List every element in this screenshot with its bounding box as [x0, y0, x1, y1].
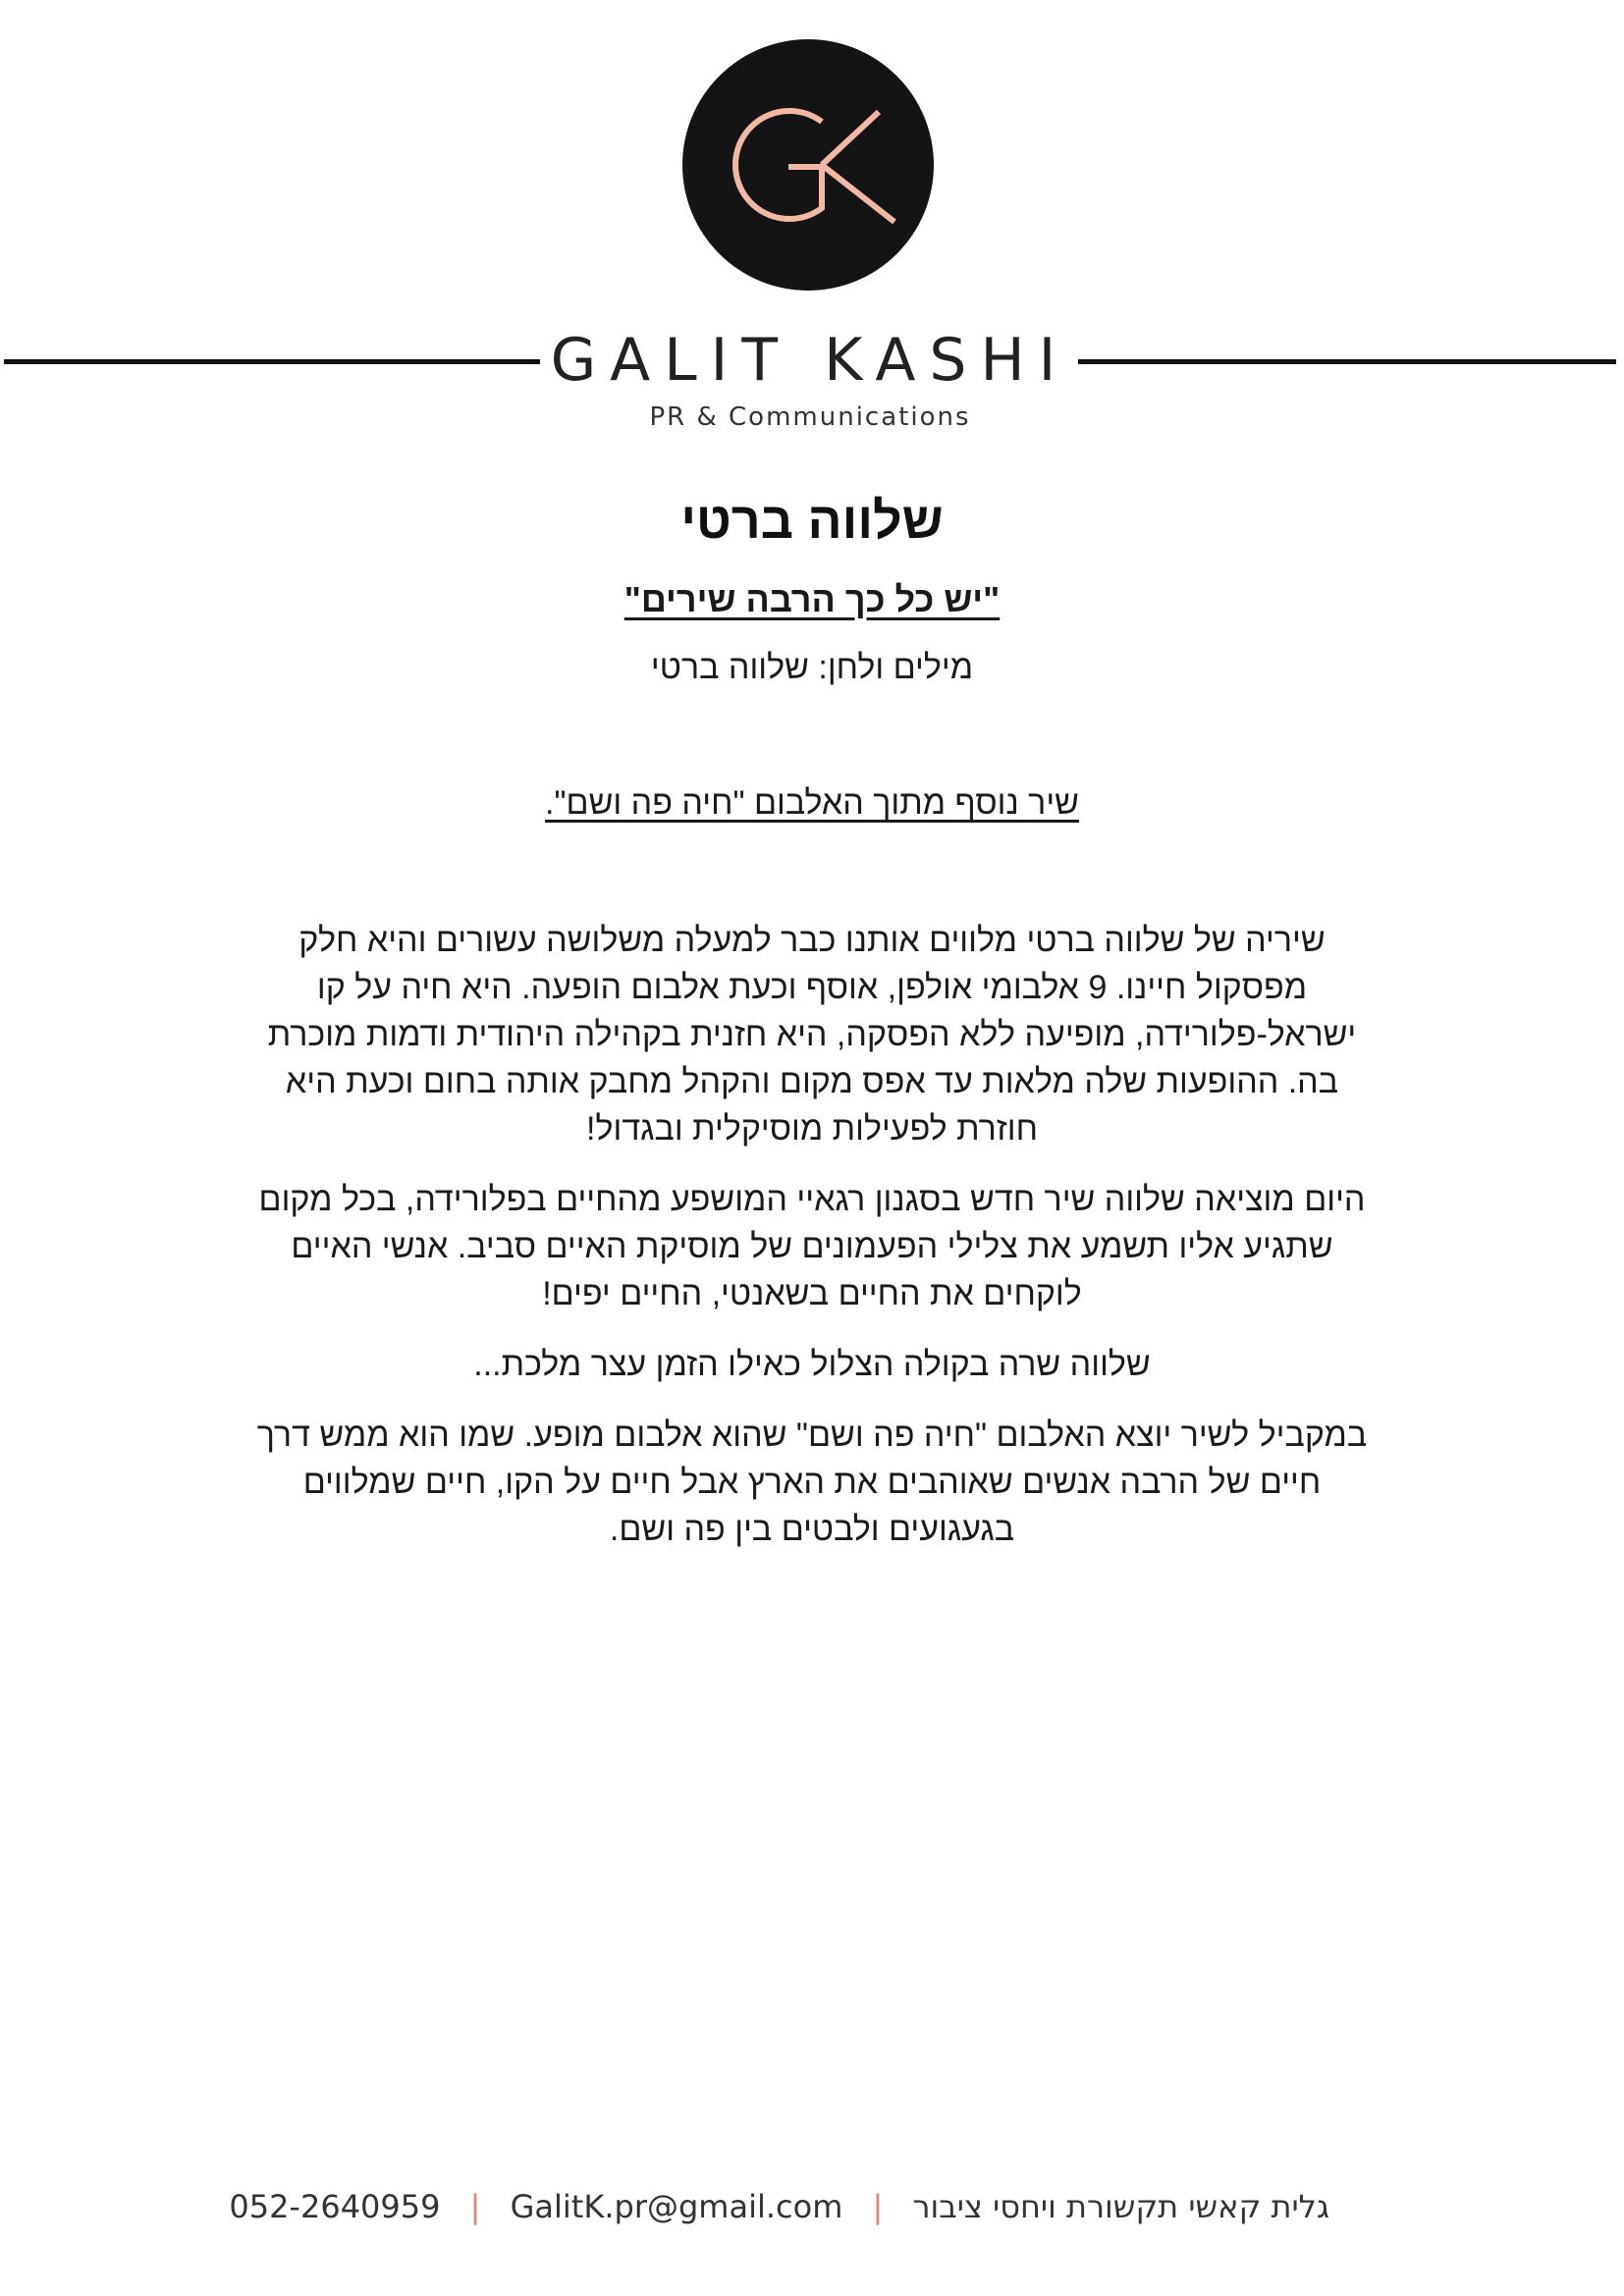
article-body	[245, 917, 1379, 1553]
body-paragraph: שיריה של שלווה ברטי מלווים אותנו כבר למעלה משלושה עשורים והיא חלק מפסקול חיינו. 9 אלבומי אולפן, אוסף וכעת אלבום הופעה. היא חיה על קו ישראל-פלורידה, מופיעה ללא הפסקה, היא חזנית בקהילה היהודית ודמות מוכרת בה. ההופעות שלה מלאות עד אפס מקום והקהל מחבק אותה בחום וכעת היא חוזרת לפעילות מוסיקלית ובגדול!	[267, 922, 1357, 1148]
song-credits: מילים ולחן: שלווה ברטי	[650, 649, 974, 686]
gk-monogram-logo	[682, 39, 934, 291]
footer-phone[interactable]: 052-2640959	[229, 2188, 441, 2225]
logo	[682, 39, 934, 291]
article	[245, 487, 1379, 1576]
article-title: שלווה ברטי	[680, 493, 944, 550]
brand-tagline: PR & Communications	[649, 402, 971, 432]
header-rule-right	[1078, 359, 1616, 364]
footer-separator: |	[469, 2188, 481, 2225]
brand-name: GALIT KASHI	[550, 326, 1070, 395]
header-rule-left	[4, 359, 540, 364]
body-paragraph: היום מוציאה שלווה שיר חדש בסגנון רגאיי המושפע מהחיים בפלורידה, בכל מקום שתגיע אליו תשמע את צלילי הפעמונים של מוסיקת האיים סביב. אנשי האיים לוקחים את החיים בשאנטי, החיים יפים!	[258, 1181, 1366, 1312]
footer-contact	[229, 2183, 1329, 2230]
body-paragraph: במקביל לשיר יוצא האלבום "חיה פה ושם" שהוא אלבום מופע. שמו הוא ממש דרך חיים של הרבה אנשים שאוהבים את הארץ אבל חיים על הקו, חיים שמלווים בגעגועים ולבטים בין פה ושם.	[256, 1416, 1368, 1548]
album-note: שיר נוסף מתוך האלבום "חיה פה ושם".	[545, 784, 1079, 822]
body-paragraph: שלווה שרה בקולה הצלול כאילו הזמן עצר מלכת...	[473, 1346, 1151, 1383]
song-title: "יש כל כך הרבה שירים"	[623, 579, 1001, 619]
footer-org: גלית קאשי תקשורת ויחסי ציבור	[912, 2188, 1329, 2225]
footer-email[interactable]: GalitK.pr@gmail.com	[510, 2188, 843, 2225]
footer-separator: |	[872, 2188, 884, 2225]
